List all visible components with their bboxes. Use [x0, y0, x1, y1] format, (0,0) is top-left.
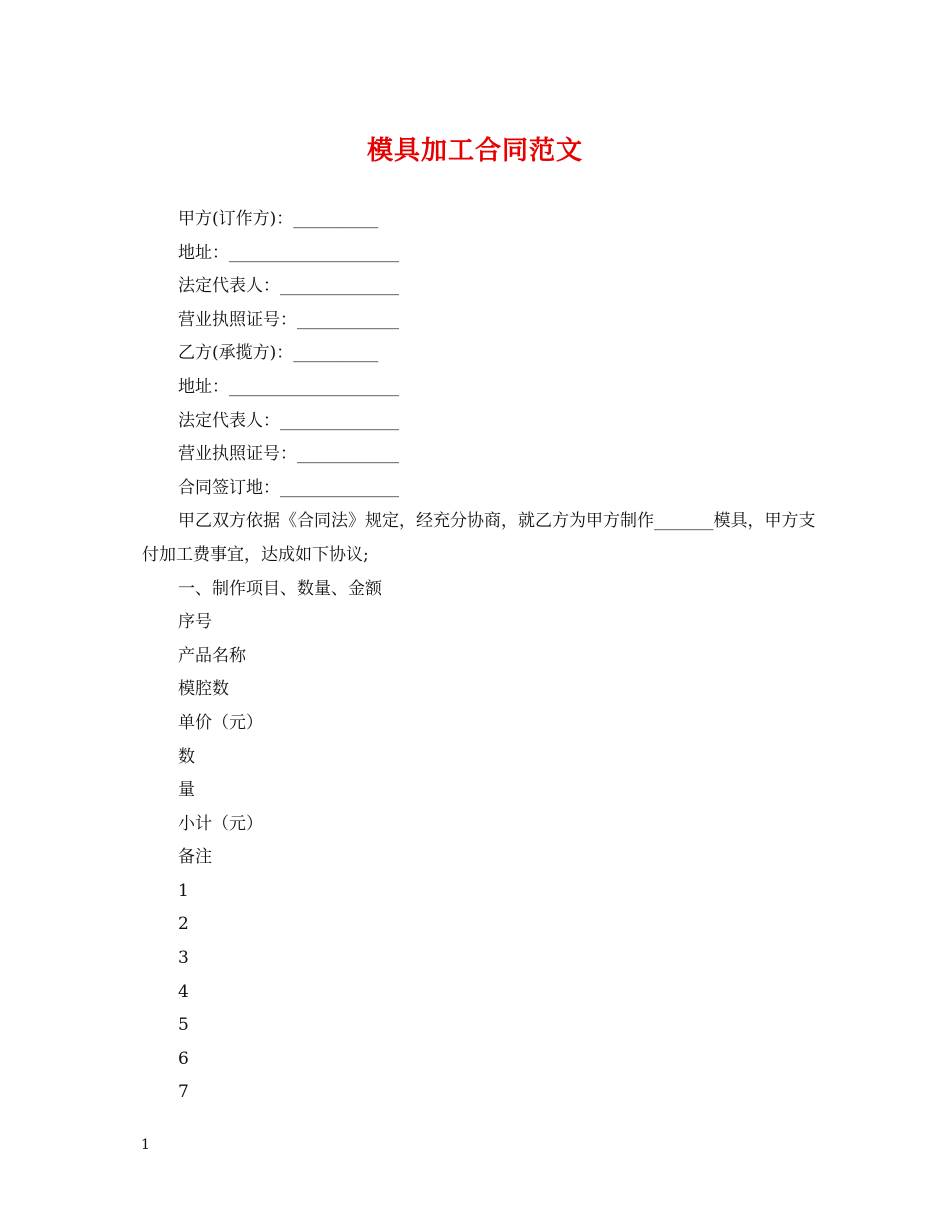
table-line: 数	[178, 746, 195, 767]
table-line: 模腔数	[178, 679, 229, 700]
section-heading: 一、制作项目、数量、金额	[178, 578, 382, 599]
field-legal-rep-b: 法定代表人：______________	[178, 410, 399, 431]
table-line: 小计（元）	[178, 813, 263, 834]
field-address-a: 地址：____________________	[178, 242, 399, 263]
table-line: 5	[178, 1015, 189, 1036]
table-line: 备注	[178, 847, 212, 868]
table-line: 1	[178, 880, 189, 901]
table-line: 6	[178, 1048, 189, 1069]
table-line: 4	[178, 981, 189, 1002]
table-line: 7	[178, 1082, 189, 1103]
field-license-b: 营业执照证号：____________	[178, 444, 399, 465]
table-line: 量	[178, 780, 195, 801]
field-address-b: 地址：____________________	[178, 376, 399, 397]
table-line: 产品名称	[178, 645, 246, 666]
page-number: 1	[141, 1137, 150, 1153]
intro-paragraph: 甲乙双方依据《合同法》规定，经充分协商，就乙方为甲方制作_______模具，甲方支付加工费事宜，达成如下协议;	[142, 511, 816, 565]
document-body	[142, 203, 842, 1110]
document-title: 模具加工合同范文	[366, 136, 583, 166]
field-party-b: 乙方(承揽方)：__________	[178, 343, 379, 364]
table-line: 序号	[178, 612, 212, 633]
table-line: 3	[178, 948, 189, 969]
field-legal-rep-a: 法定代表人：______________	[178, 276, 399, 297]
table-line: 单价（元）	[178, 712, 263, 733]
field-license-a: 营业执照证号：____________	[178, 309, 399, 330]
field-party-a: 甲方(订作方)：__________	[178, 209, 379, 229]
field-signing-place: 合同签订地：______________	[178, 477, 399, 498]
table-line: 2	[178, 914, 189, 935]
